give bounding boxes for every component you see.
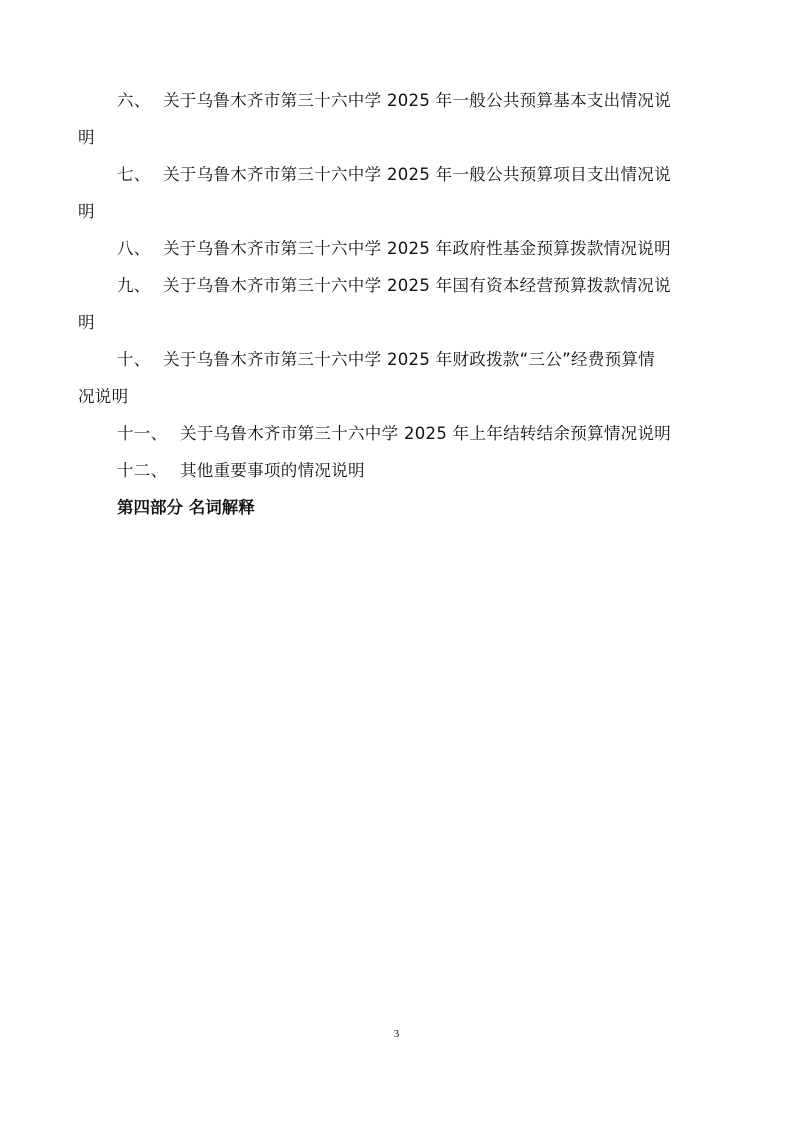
toc-item-continuation: 明 [78, 202, 95, 221]
toc-item-number: 七、 [117, 165, 151, 184]
toc-item-number: 十、 [117, 350, 151, 369]
toc-item-10 [117, 351, 655, 369]
toc-item-text: 关于乌鲁木齐市第三十六中学 2025 年政府性基金预算拨款情况说明 [163, 239, 671, 258]
toc-item-7 [117, 166, 671, 184]
toc-item-number: 六、 [117, 91, 151, 110]
toc-item-number: 十一、 [117, 424, 168, 443]
toc-item-text: 其他重要事项的情况说明 [180, 461, 365, 480]
toc-item-continuation: 明 [78, 313, 95, 332]
toc-item-continuation: 况说明 [78, 387, 129, 406]
section-heading: 第四部分 名词解释 [117, 498, 255, 517]
toc-item-number: 十二、 [117, 461, 168, 480]
toc-item-6 [117, 92, 671, 110]
toc-item-text: 关于乌鲁木齐市第三十六中学 2025 年财政拨款“三公”经费预算情 [163, 350, 655, 369]
toc-item-number: 九、 [117, 276, 151, 295]
toc-item-text: 关于乌鲁木齐市第三十六中学 2025 年一般公共预算项目支出情况说 [163, 165, 671, 184]
toc-item-number: 八、 [117, 239, 151, 258]
toc-item-text: 关于乌鲁木齐市第三十六中学 2025 年国有资本经营预算拨款情况说 [163, 276, 671, 295]
toc-item-text: 关于乌鲁木齐市第三十六中学 2025 年一般公共预算基本支出情况说 [163, 91, 671, 110]
page-number: 3 [393, 1028, 400, 1040]
toc-item-text: 关于乌鲁木齐市第三十六中学 2025 年上年结转结余预算情况说明 [180, 424, 672, 443]
toc-item-9 [117, 277, 671, 295]
toc-item-continuation: 明 [78, 128, 95, 147]
toc-item-8 [117, 240, 671, 258]
toc-item-11 [117, 425, 671, 443]
toc-item-12 [117, 462, 365, 480]
